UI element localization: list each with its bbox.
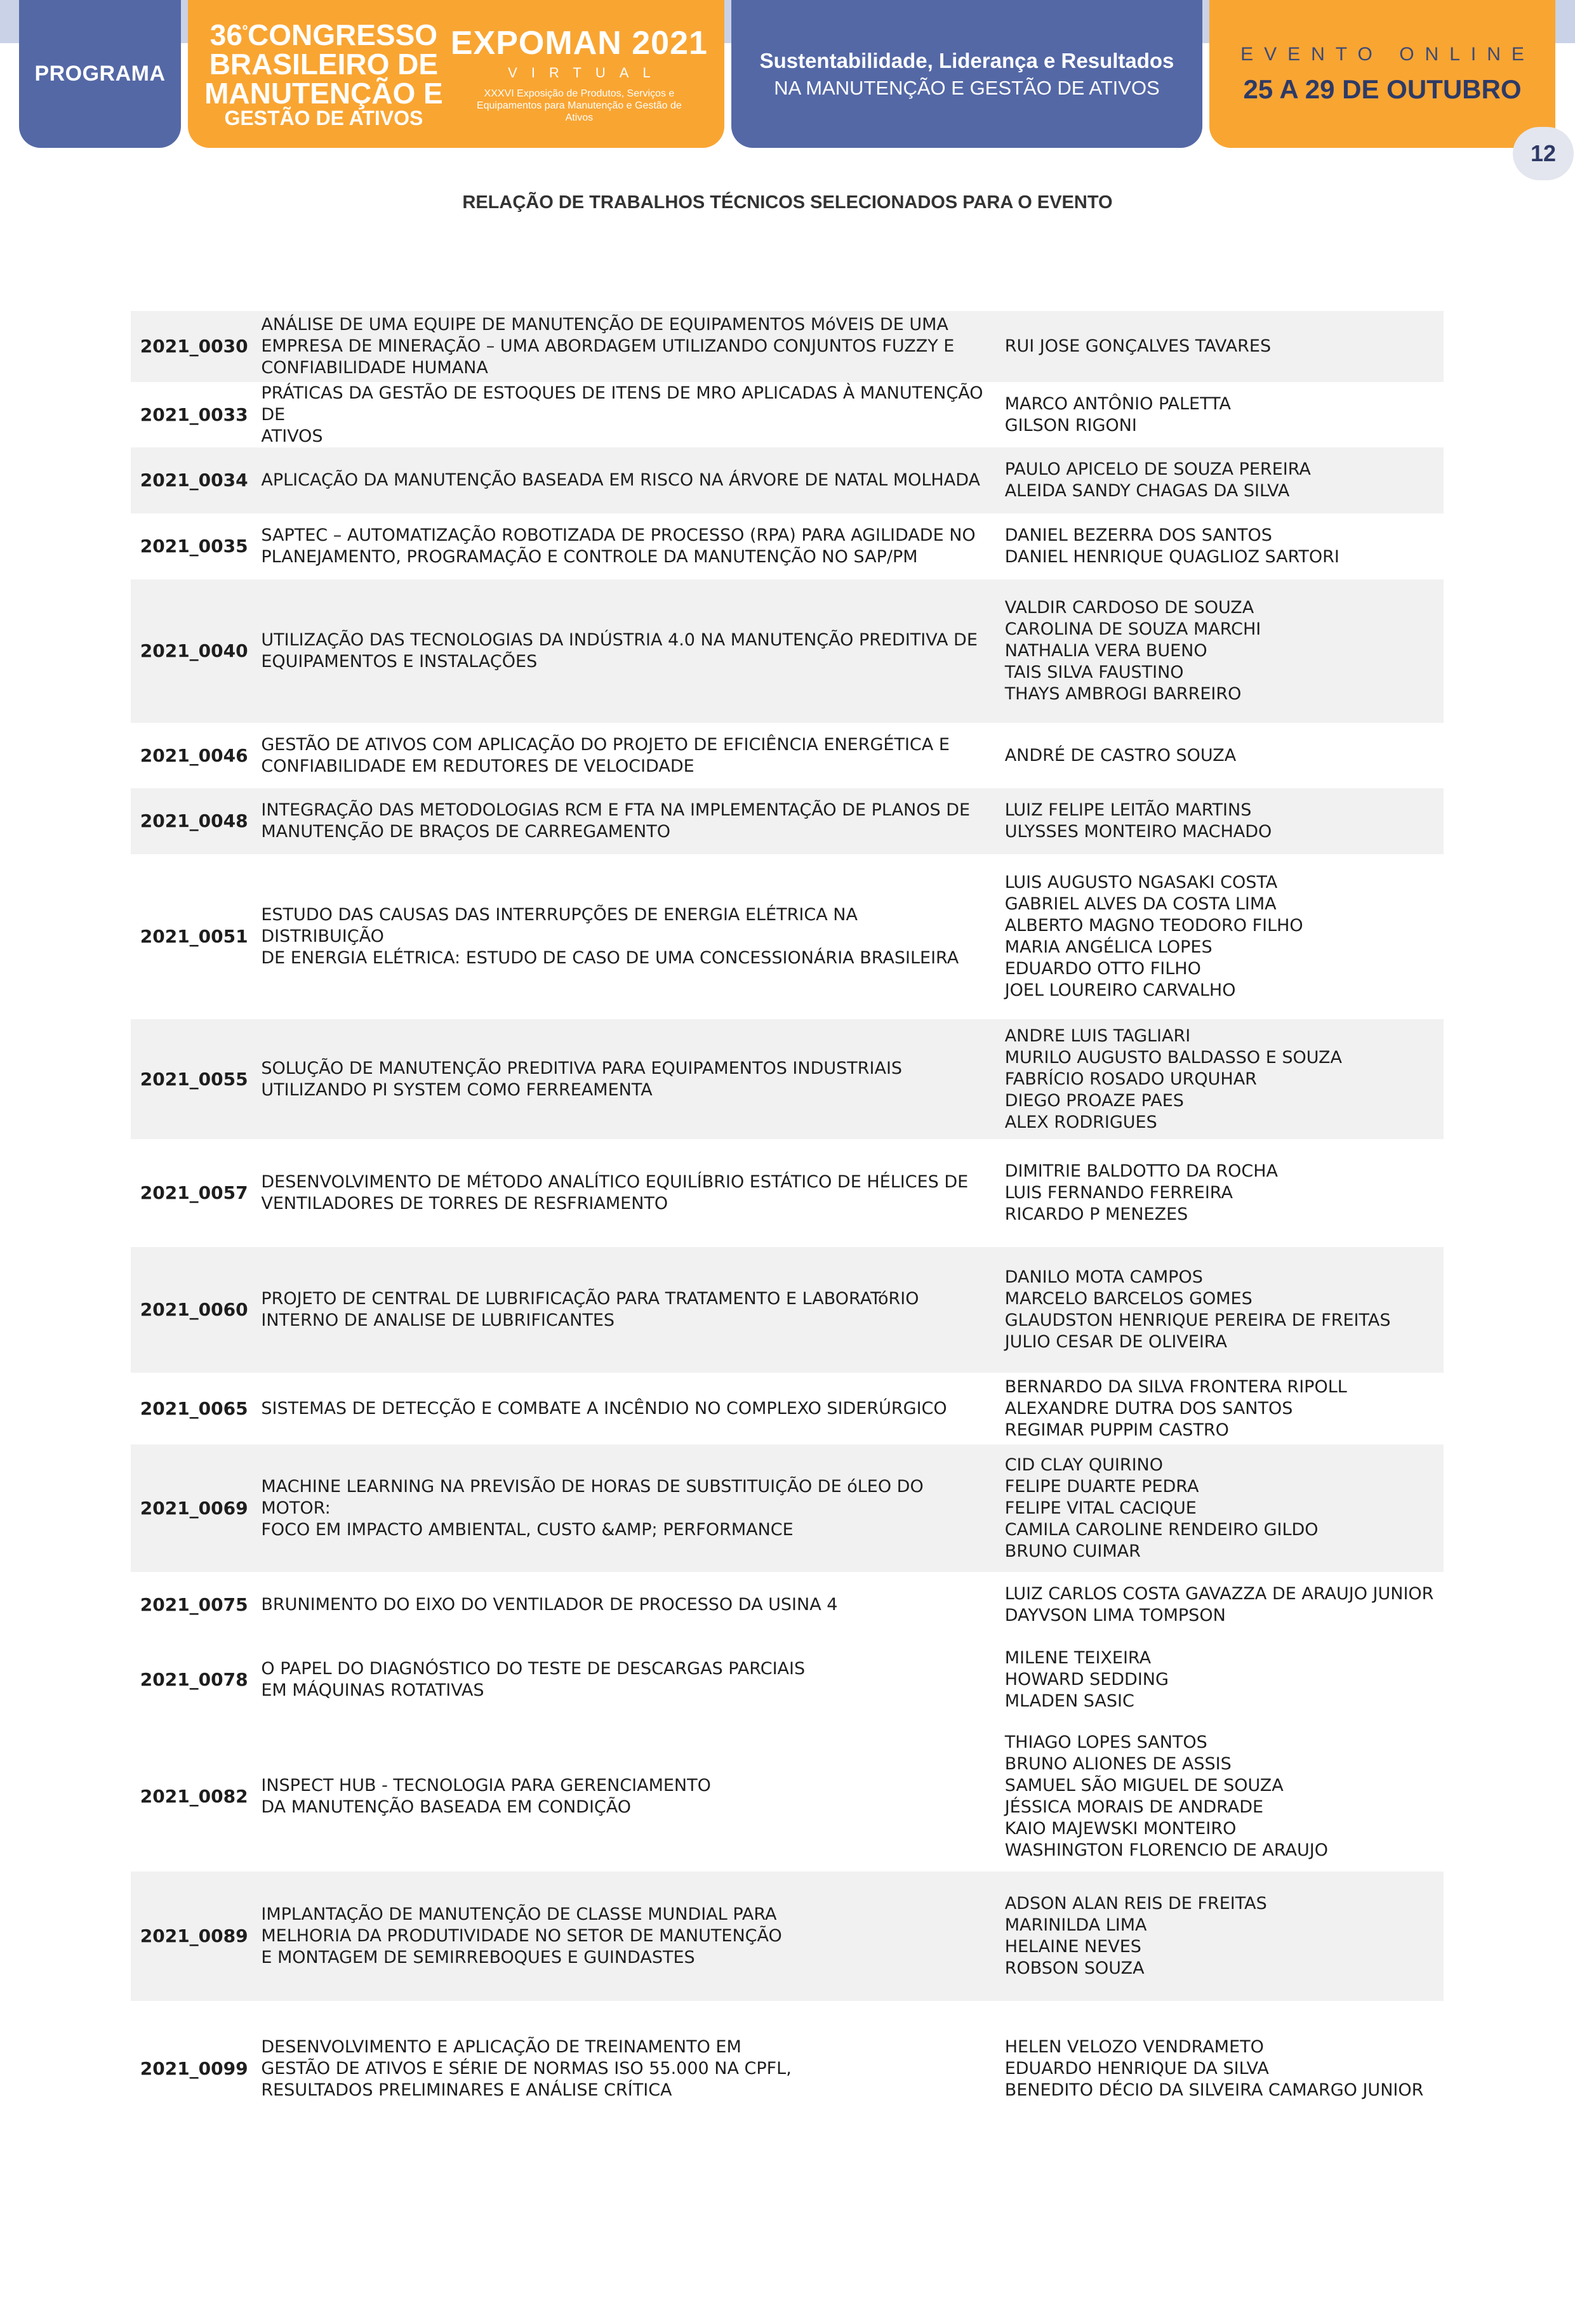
author-name: HELEN VELOZO VENDRAMETO bbox=[1004, 2037, 1264, 2057]
work-authors bbox=[1005, 311, 1444, 382]
work-title bbox=[257, 513, 1004, 579]
author-name: LUIZ CARLOS COSTA GAVAZZA DE ARAUJO JUNIOR bbox=[1004, 1583, 1434, 1604]
work-title-line: INTEGRAÇÃO DAS METODOLOGIAS RCM E FTA NA IMPLEMENTAÇÃO DE PLANOS DE bbox=[261, 800, 971, 820]
congresso-logo bbox=[204, 20, 443, 128]
work-authors bbox=[1005, 513, 1444, 579]
author-name: JULIO CESAR DE OLIVEIRA bbox=[1004, 1332, 1227, 1352]
work-authors bbox=[1005, 579, 1444, 723]
author-name: LUIZ FELIPE LEITÃO MARTINS bbox=[1004, 800, 1252, 820]
author-name: GLAUDSTON HENRIQUE PEREIRA DE FREITAS bbox=[1004, 1311, 1391, 1330]
work-code: 2021_0033 bbox=[140, 404, 248, 425]
work-title bbox=[257, 1722, 1004, 1872]
author-name: FELIPE DUARTE PEDRA bbox=[1004, 1476, 1199, 1496]
work-code: 2021_0069 bbox=[131, 1444, 257, 1572]
author-name: HOWARD SEDDING bbox=[1004, 1669, 1169, 1689]
event-date-banner bbox=[1209, 0, 1555, 148]
work-title-line: GESTÃO DE ATIVOS E SÉRIE DE NORMAS ISO 55.000 NA CPFL, bbox=[261, 2059, 792, 2078]
work-authors bbox=[1005, 1872, 1444, 2001]
page-number-badge: 12 bbox=[1513, 127, 1574, 180]
table-row bbox=[131, 1444, 1444, 1572]
congresso-line1 bbox=[210, 20, 437, 50]
work-title bbox=[257, 1019, 1004, 1139]
work-title-line: PLANEJAMENTO, PROGRAMAÇÃO E CONTROLE DA MANUTENÇÃO NO SAP/PM bbox=[261, 547, 918, 567]
author-name: FELIPE VITAL CACIQUE bbox=[1004, 1498, 1197, 1518]
work-title-line: MELHORIA DA PRODUTIVIDADE NO SETOR DE MANUTENÇÃO bbox=[261, 1926, 782, 1946]
works-table bbox=[131, 311, 1444, 2137]
table-row bbox=[131, 1572, 1444, 1637]
event-type: EVENTO ONLINE bbox=[1240, 43, 1535, 65]
work-title bbox=[257, 1872, 1004, 2001]
author-name: LUIS AUGUSTO NGASAKI COSTA bbox=[1004, 873, 1278, 892]
author-name: HELAINE NEVES bbox=[1004, 1937, 1141, 1957]
author-name: MLADEN SASIC bbox=[1004, 1691, 1134, 1711]
work-title-line: SOLUÇÃO DE MANUTENÇÃO PREDITIVA PARA EQUIPAMENTOS INDUSTRIAIS bbox=[261, 1058, 903, 1078]
table-row bbox=[131, 382, 1444, 447]
author-name: DANIEL BEZERRA DOS SANTOS bbox=[1004, 525, 1272, 545]
work-authors bbox=[1005, 1444, 1444, 1572]
work-code: 2021_0046 bbox=[140, 744, 248, 766]
author-name: BERNARDO DA SILVA FRONTERA RIPOLL bbox=[1004, 1377, 1347, 1397]
table-row bbox=[131, 854, 1444, 1019]
work-title-line: DESENVOLVIMENTO DE MÉTODO ANALÍTICO EQUILÍBRIO ESTÁTICO DE HÉLICES DE bbox=[261, 1172, 969, 1192]
work-title-line: DESENVOLVIMENTO E APLICAÇÃO DE TREINAMENTO EM bbox=[261, 2037, 741, 2057]
author-name: VALDIR CARDOSO DE SOUZA bbox=[1004, 598, 1254, 617]
congresso-line4: GESTÃO DE ATIVOS bbox=[224, 106, 423, 129]
work-authors bbox=[1005, 1637, 1444, 1722]
table-row bbox=[131, 1247, 1444, 1373]
author-name: JOEL LOUREIRO CARVALHO bbox=[1004, 980, 1236, 1000]
author-name: MARCELO BARCELOS GOMES bbox=[1004, 1289, 1253, 1309]
author-name: DAYVSON LIMA TOMPSON bbox=[1004, 1605, 1226, 1625]
author-name: BENEDITO DÉCIO DA SILVEIRA CAMARGO JUNIOR bbox=[1004, 2080, 1424, 2100]
theme-banner bbox=[731, 0, 1202, 148]
expoman-title: EXPOMAN 2021 bbox=[450, 24, 708, 62]
event-dates: 25 A 29 DE OUTUBRO bbox=[1243, 74, 1522, 104]
work-authors bbox=[1005, 1572, 1444, 1637]
author-name: JÉSSICA MORAIS DE ANDRADE bbox=[1004, 1797, 1264, 1817]
work-title-line: MANUTENÇÃO DE BRAÇOS DE CARREGAMENTO bbox=[261, 822, 670, 842]
work-code: 2021_0030 bbox=[131, 311, 257, 382]
work-authors bbox=[1005, 1373, 1444, 1444]
author-name: ALEXANDRE DUTRA DOS SANTOS bbox=[1004, 1398, 1293, 1418]
author-name: ALBERTO MAGNO TEODORO FILHO bbox=[1004, 916, 1303, 935]
work-authors bbox=[1005, 1139, 1444, 1247]
author-name: THIAGO LOPES SANTOS bbox=[1004, 1733, 1207, 1752]
table-row bbox=[131, 311, 1444, 382]
author-name: MARINILDA LIMA bbox=[1004, 1915, 1147, 1935]
work-title bbox=[257, 1247, 1004, 1373]
work-authors bbox=[1005, 788, 1444, 854]
author-name: ANDRE LUIS TAGLIARI bbox=[1004, 1026, 1191, 1046]
congresso-line3: MANUTENÇÃO E bbox=[204, 76, 443, 110]
work-authors bbox=[1005, 1247, 1444, 1373]
table-row bbox=[131, 1139, 1444, 1247]
author-name: ALEIDA SANDY CHAGAS DA SILVA bbox=[1004, 481, 1290, 501]
author-name: DANILO MOTA CAMPOS bbox=[1004, 1267, 1203, 1287]
work-title-line: FOCO EM IMPACTO AMBIENTAL, CUSTO &AMP; PERFORMANCE bbox=[261, 1519, 794, 1540]
work-title-line: DE ENERGIA ELÉTRICA: ESTUDO DE CASO DE UMA CONCESSIONÁRIA BRASILEIRA bbox=[261, 948, 959, 968]
author-name: EDUARDO HENRIQUE DA SILVA bbox=[1004, 2059, 1269, 2078]
work-title-line: EM MÁQUINAS ROTATIVAS bbox=[261, 1680, 484, 1700]
table-row bbox=[131, 1637, 1444, 1722]
work-title bbox=[257, 447, 1004, 513]
author-name: THAYS AMBROGI BARREIRO bbox=[1004, 684, 1242, 704]
work-title-line: SAPTEC – AUTOMATIZAÇÃO ROBOTIZADA DE PROCESSO (RPA) PARA AGILIDADE NO bbox=[261, 525, 976, 545]
work-authors bbox=[1005, 2001, 1444, 2137]
author-name: MURILO AUGUSTO BALDASSO E SOUZA bbox=[1004, 1047, 1342, 1067]
author-name: FABRÍCIO ROSADO URQUHAR bbox=[1004, 1069, 1257, 1089]
work-code: 2021_0099 bbox=[140, 2058, 248, 2079]
work-authors bbox=[1005, 1019, 1444, 1139]
author-name: RUI JOSE GONÇALVES TAVARES bbox=[1004, 336, 1272, 356]
work-title-line: O PAPEL DO DIAGNÓSTICO DO TESTE DE DESCARGAS PARCIAIS bbox=[261, 1658, 806, 1679]
author-name: CID CLAY QUIRINO bbox=[1004, 1455, 1163, 1475]
work-code: 2021_0057 bbox=[140, 1182, 248, 1203]
author-name: GABRIEL ALVES DA COSTA LIMA bbox=[1004, 894, 1277, 914]
author-name: BRUNO ALIONES DE ASSIS bbox=[1004, 1754, 1232, 1774]
congresso-edition: 36 bbox=[209, 18, 243, 51]
author-name: LUIS FERNANDO FERREIRA bbox=[1004, 1183, 1233, 1203]
work-title-line: DA MANUTENÇÃO BASEADA EM CONDIÇÃO bbox=[261, 1797, 632, 1817]
work-title bbox=[257, 579, 1004, 723]
author-name: CAROLINA DE SOUZA MARCHI bbox=[1004, 619, 1261, 639]
author-name: PAULO APICELO DE SOUZA PEREIRA bbox=[1004, 459, 1311, 479]
work-authors bbox=[1005, 1722, 1444, 1872]
work-title-line: EMPRESA DE MINERAÇÃO – UMA ABORDAGEM UTILIZANDO CONJUNTOS FUZZY E bbox=[261, 336, 955, 356]
work-title-line: ESTUDO DAS CAUSAS DAS INTERRUPÇÕES DE ENERGIA ELÉTRICA NA DISTRIBUIÇÃO bbox=[261, 905, 858, 946]
page-title: RELAÇÃO DE TRABALHOS TÉCNICOS SELECIONADOS PARA O EVENTO bbox=[462, 192, 1113, 213]
work-title bbox=[257, 788, 1004, 854]
work-title-line: APLICAÇÃO DA MANUTENÇÃO BASEADA EM RISCO NA ÁRVORE DE NATAL MOLHADA bbox=[261, 470, 980, 490]
work-title-line: SISTEMAS DE DETECÇÃO E COMBATE A INCÊNDIO NO COMPLEXO SIDERÚRGICO bbox=[261, 1398, 947, 1418]
congresso-word: CONGRESSO bbox=[247, 18, 438, 51]
work-title-line: ANÁLISE DE UMA EQUIPE DE MANUTENÇÃO DE EQUIPAMENTOS MóVEIS DE UMA bbox=[261, 315, 948, 334]
work-title bbox=[257, 1373, 1004, 1444]
work-code: 2021_0035 bbox=[140, 536, 248, 557]
work-authors bbox=[1005, 447, 1444, 513]
work-title-line: VENTILADORES DE TORRES DE RESFRIAMENTO bbox=[261, 1194, 668, 1213]
work-title-line: ATIVOS bbox=[261, 426, 323, 446]
congresso-expoman-banner bbox=[188, 0, 724, 148]
author-name: KAIO MAJEWSKI MONTEIRO bbox=[1004, 1819, 1237, 1839]
works-table-body bbox=[131, 311, 1444, 2137]
author-name: EDUARDO OTTO FILHO bbox=[1004, 959, 1201, 979]
work-title bbox=[257, 1139, 1004, 1247]
work-title-line: MACHINE LEARNING NA PREVISÃO DE HORAS DE SUBSTITUIÇÃO DE óLEO DO MOTOR: bbox=[261, 1476, 924, 1518]
author-name: ANDRÉ DE CASTRO SOUZA bbox=[1004, 745, 1237, 765]
expoman-logo bbox=[451, 24, 708, 124]
work-title bbox=[257, 1637, 1004, 1722]
work-title-line: IMPLANTAÇÃO DE MANUTENÇÃO DE CLASSE MUNDIAL PARA bbox=[261, 1905, 777, 1924]
work-title bbox=[257, 723, 1004, 788]
author-name: MARCO ANTÔNIO PALETTA bbox=[1004, 393, 1231, 414]
table-row bbox=[131, 1722, 1444, 1872]
theme-line2: NA MANUTENÇÃO E GESTÃO DE ATIVOS bbox=[774, 76, 1160, 99]
author-name: MILENE TEIXEIRA bbox=[1004, 1647, 1152, 1668]
expoman-description: XXXVI Exposição de Produtos, Serviços e Equipamentos para Manutenção e Gestão de Ativos bbox=[476, 88, 682, 124]
work-title-line: UTILIZANDO PI SYSTEM COMO FERREAMENTA bbox=[261, 1079, 653, 1100]
work-authors bbox=[1005, 854, 1444, 1019]
author-name: RICARDO P MENEZES bbox=[1004, 1205, 1188, 1224]
table-row bbox=[131, 1019, 1444, 1139]
work-title-line: EQUIPAMENTOS E INSTALAÇÕES bbox=[261, 652, 538, 671]
congresso-line2: BRASILEIRO DE bbox=[209, 47, 439, 81]
author-name: SAMUEL SÃO MIGUEL DE SOUZA bbox=[1004, 1776, 1284, 1795]
programa-tab[interactable] bbox=[19, 0, 181, 148]
work-code: 2021_0075 bbox=[140, 1594, 248, 1615]
work-title-line: PROJETO DE CENTRAL DE LUBRIFICAÇÃO PARA TRATAMENTO E LABORATóRIO bbox=[261, 1289, 919, 1309]
work-code: 2021_0089 bbox=[131, 1872, 257, 2001]
table-row bbox=[131, 1373, 1444, 1444]
author-name: MARIA ANGÉLICA LOPES bbox=[1004, 937, 1213, 957]
author-name: DANIEL HENRIQUE QUAGLIOZ SARTORI bbox=[1004, 547, 1339, 567]
author-name: DIEGO PROAZE PAES bbox=[1004, 1090, 1184, 1111]
work-title-line: INSPECT HUB - TECNOLOGIA PARA GERENCIAMENTO bbox=[261, 1776, 711, 1795]
programa-label: PROGRAMA bbox=[34, 62, 166, 86]
work-title bbox=[257, 854, 1004, 1019]
table-row bbox=[131, 513, 1444, 579]
work-title bbox=[257, 1572, 1004, 1637]
work-code: 2021_0065 bbox=[140, 1397, 248, 1419]
work-code: 2021_0051 bbox=[140, 926, 248, 947]
work-code: 2021_0082 bbox=[140, 1786, 248, 1807]
work-title-line: PRÁTICAS DA GESTÃO DE ESTOQUES DE ITENS DE MRO APLICADAS À MANUTENÇÃO DE bbox=[261, 383, 983, 425]
author-name: DIMITRIE BALDOTTO DA ROCHA bbox=[1004, 1161, 1278, 1181]
work-code: 2021_0078 bbox=[140, 1668, 248, 1690]
work-title-line: INTERNO DE ANALISE DE LUBRIFICANTES bbox=[261, 1311, 615, 1330]
author-name: CAMILA CAROLINE RENDEIRO GILDO bbox=[1004, 1519, 1319, 1540]
page-header bbox=[0, 0, 1575, 165]
author-name: ADSON ALAN REIS DE FREITAS bbox=[1004, 1894, 1267, 1913]
work-code: 2021_0055 bbox=[131, 1019, 257, 1139]
work-code: 2021_0060 bbox=[131, 1247, 257, 1373]
work-code: 2021_0040 bbox=[131, 579, 257, 723]
author-name: TAIS SILVA FAUSTINO bbox=[1004, 663, 1184, 682]
table-row bbox=[131, 1872, 1444, 2001]
work-code: 2021_0034 bbox=[131, 447, 257, 513]
author-name: ULYSSES MONTEIRO MACHADO bbox=[1004, 822, 1272, 842]
work-title-line: GESTÃO DE ATIVOS COM APLICAÇÃO DO PROJETO DE EFICIÊNCIA ENERGÉTICA E bbox=[261, 734, 950, 755]
table-row bbox=[131, 723, 1444, 788]
expoman-subtitle: VIRTUAL bbox=[508, 64, 665, 81]
work-title-line: E MONTAGEM DE SEMIRREBOQUES E GUINDASTES bbox=[261, 1948, 695, 1967]
work-title-line: BRUNIMENTO DO EIXO DO VENTILADOR DE PROCESSO DA USINA 4 bbox=[261, 1594, 838, 1614]
author-name: BRUNO CUIMAR bbox=[1004, 1541, 1141, 1561]
table-row bbox=[131, 579, 1444, 723]
work-authors bbox=[1005, 723, 1444, 788]
work-title bbox=[257, 311, 1004, 382]
work-title-line: RESULTADOS PRELIMINARES E ANÁLISE CRÍTICA bbox=[261, 2080, 672, 2100]
author-name: ROBSON SOUZA bbox=[1004, 1958, 1145, 1978]
work-title bbox=[257, 1444, 1004, 1572]
work-title bbox=[257, 382, 1004, 447]
table-row bbox=[131, 2001, 1444, 2137]
work-code: 2021_0048 bbox=[131, 788, 257, 854]
author-name: NATHALIA VERA BUENO bbox=[1004, 641, 1207, 661]
table-row bbox=[131, 788, 1444, 854]
work-title-line: CONFIABILIDADE EM REDUTORES DE VELOCIDADE bbox=[261, 756, 694, 776]
author-name: GILSON RIGONI bbox=[1004, 415, 1137, 435]
author-name: ALEX RODRIGUES bbox=[1004, 1112, 1157, 1132]
author-name: WASHINGTON FLORENCIO DE ARAUJO bbox=[1004, 1840, 1329, 1860]
author-name: REGIMAR PUPPIM CASTRO bbox=[1004, 1420, 1229, 1440]
work-title-line: CONFIABILIDADE HUMANA bbox=[261, 358, 488, 378]
work-authors bbox=[1005, 382, 1444, 447]
table-row bbox=[131, 447, 1444, 513]
congresso-ordinal: º bbox=[242, 22, 248, 38]
work-title bbox=[257, 2001, 1004, 2137]
work-title-line: UTILIZAÇÃO DAS TECNOLOGIAS DA INDÚSTRIA 4.0 NA MANUTENÇÃO PREDITIVA DE bbox=[261, 630, 978, 650]
theme-line1: Sustentabilidade, Liderança e Resultados bbox=[759, 48, 1174, 72]
